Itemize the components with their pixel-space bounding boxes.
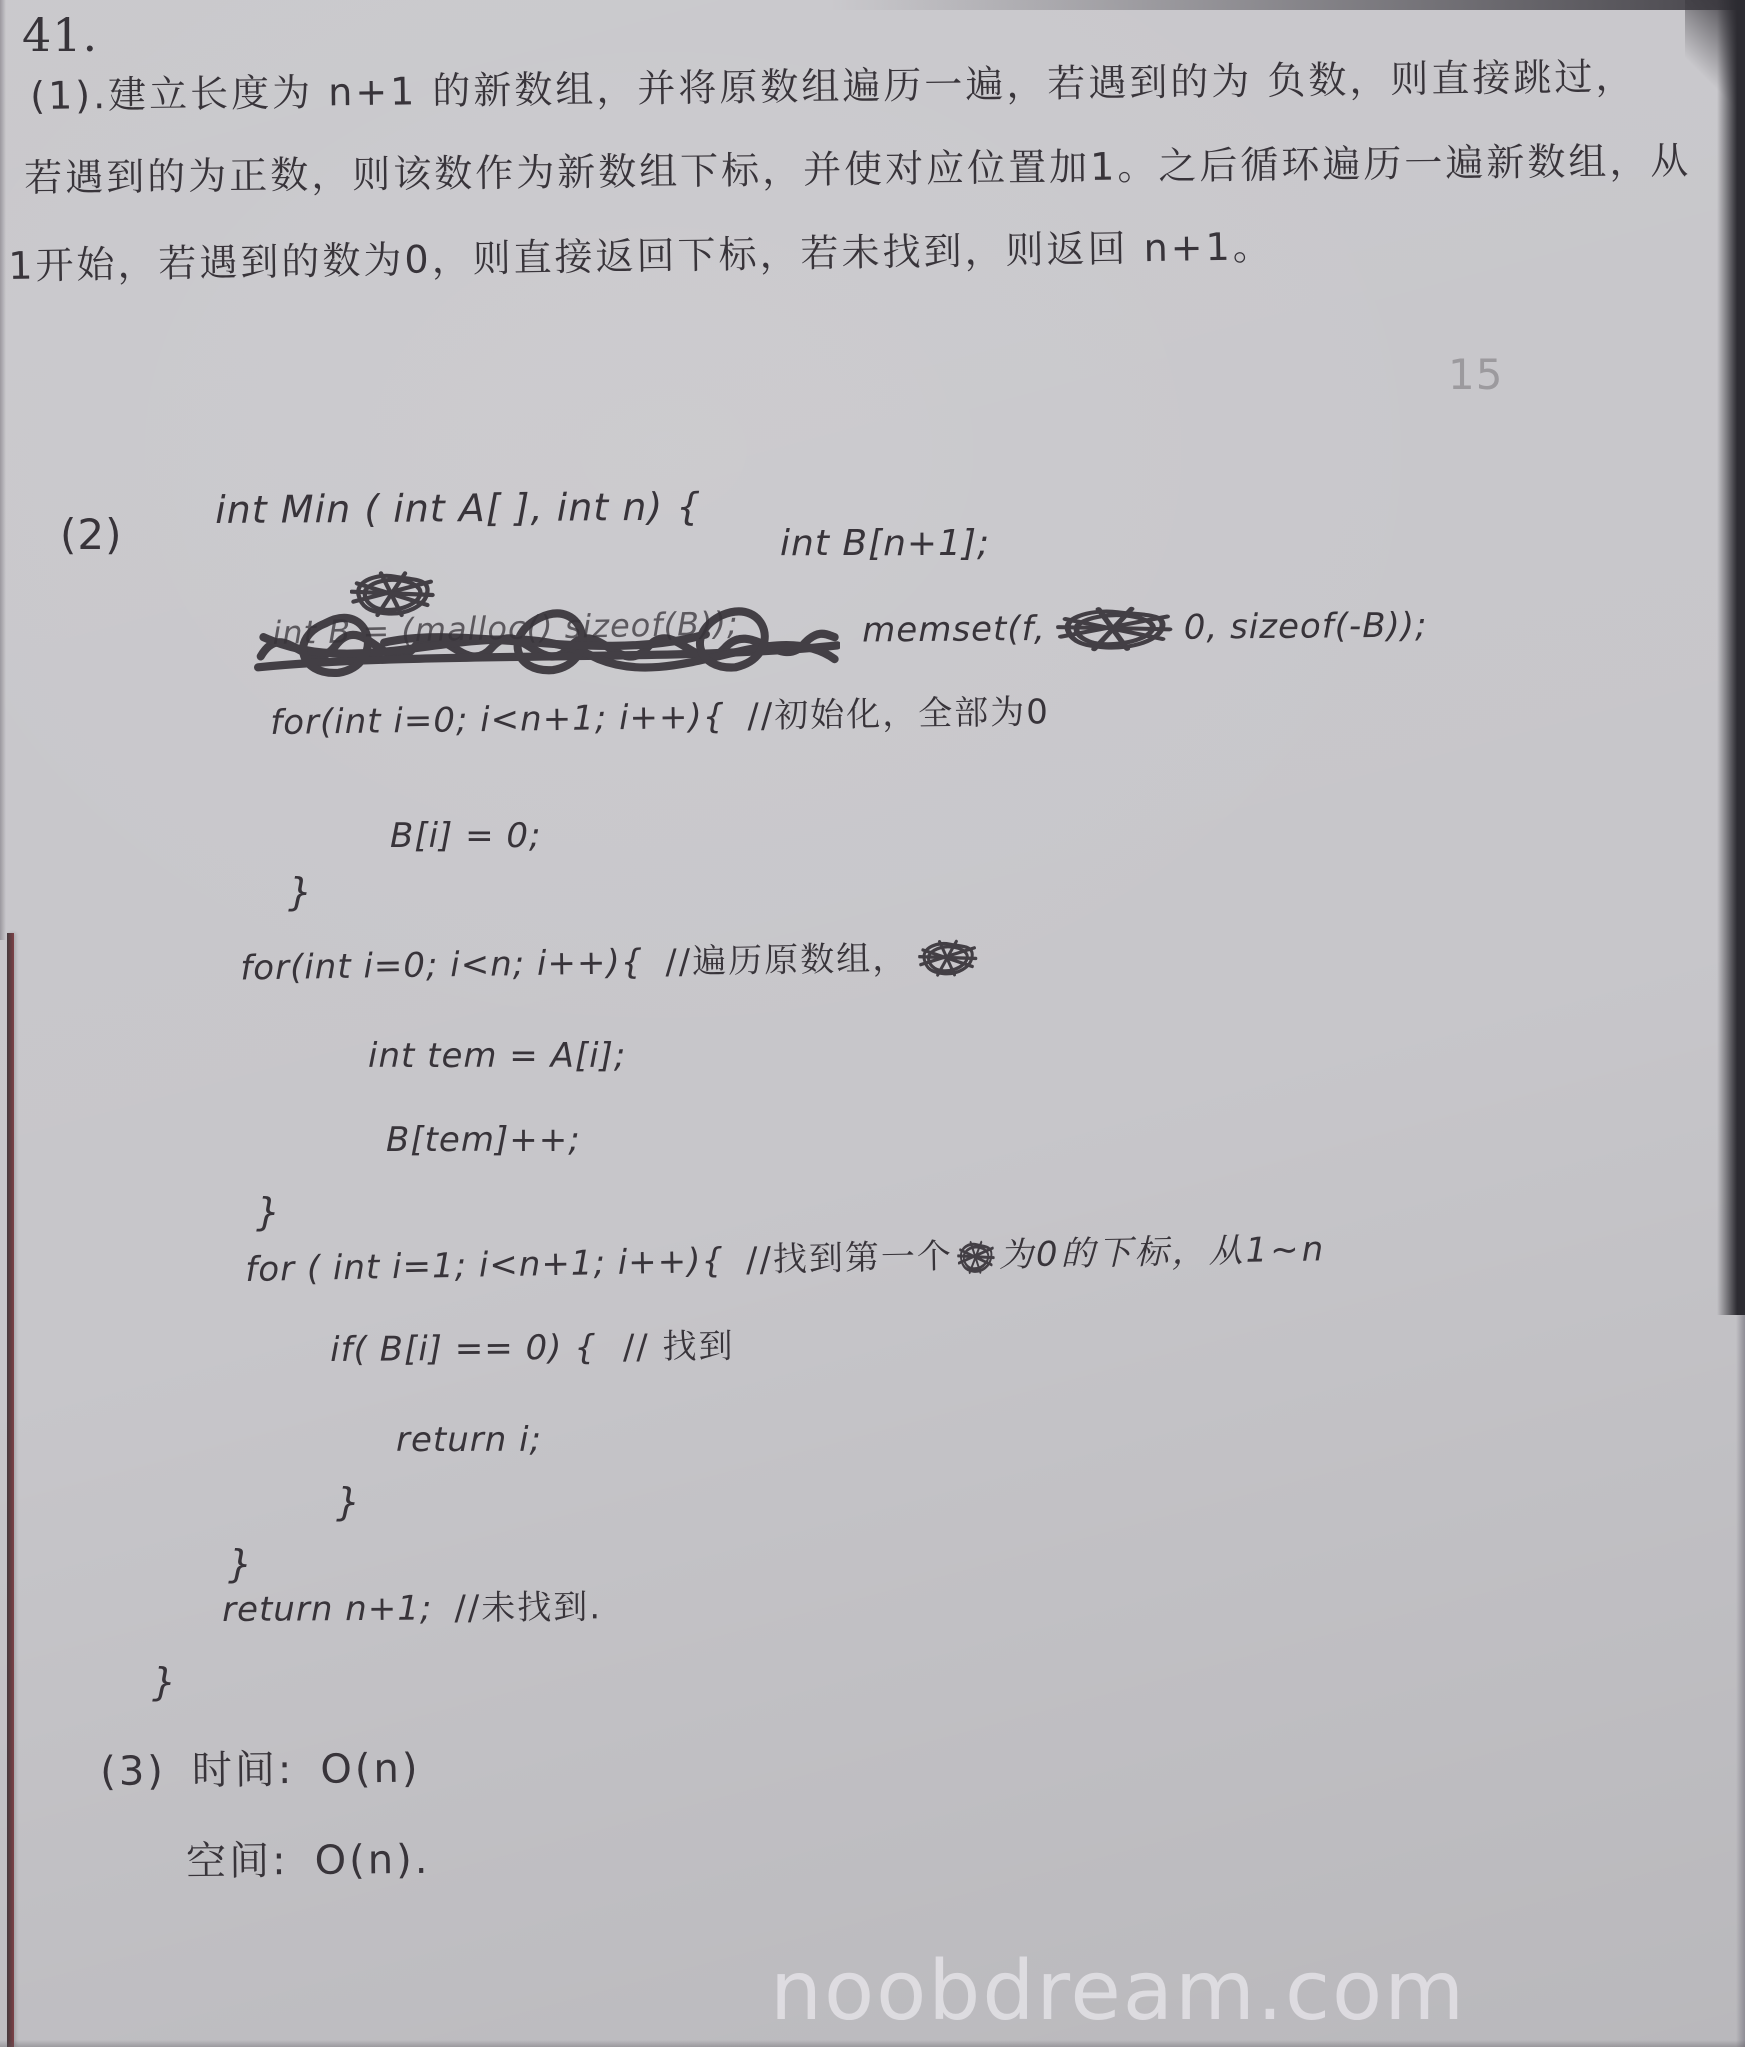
part3-space-value: O(n).: [314, 1836, 431, 1884]
code-for1-comment: //初始化，全部为0: [747, 692, 1051, 737]
code-array-declaration: int B[n+1];: [780, 523, 991, 564]
part3-space-label: 空间:: [185, 1838, 289, 1885]
code-return-i: return i;: [396, 1420, 543, 1460]
code-function-header: int Min ( int A[ ], int n) {: [214, 484, 702, 532]
paper-edge-shadow-right: [1717, 0, 1745, 1315]
part3-time-label: 时间:: [191, 1746, 295, 1795]
code-return-final: return n+1;: [221, 1588, 433, 1630]
code-for3-comment-post: 为0的下标，从1~n: [998, 1229, 1327, 1276]
part2-label: (2): [60, 510, 123, 559]
paper-edge-shadow-bottom: [0, 2040, 1745, 2047]
scribble-after-for2-comment: [918, 938, 979, 979]
code-for1: for(int i=0; i<n+1; i++){: [269, 696, 726, 743]
scribble-strikeout: [250, 596, 840, 692]
code-crossed-out-line: int B = (malloc() sizeof(B));: [271, 604, 740, 652]
notebook-margin-line: [7, 933, 14, 2047]
code-for2-comment: //遍历原数组，: [664, 938, 909, 982]
part3-time-line: [100, 1747, 421, 1794]
scribble-in-for3-comment: [957, 1239, 996, 1276]
part1-text-line-2: 若遇到的为正数，则该数作为新数组下标，并使对应位置加1。之后循环遍历一遍新数组，从: [23, 138, 1692, 200]
code-memset-post: 0, sizeof(-B));: [1183, 605, 1428, 648]
code-return-final-line: [222, 1589, 602, 1629]
code-memset-pre: memset(f,: [862, 608, 1046, 651]
code-close-brace-2: }: [256, 1190, 282, 1234]
paper-edge-shadow-left: [0, 0, 6, 940]
paper-edge-shadow-right-lower: [1736, 1315, 1745, 2047]
code-for3-line: [245, 1231, 1327, 1289]
code-memset-line: [862, 603, 1428, 656]
code-for1-body: B[i] = 0;: [390, 816, 542, 856]
code-for1-line: [270, 694, 1050, 742]
code-for2-line: [240, 938, 989, 990]
code-for3: for ( int i=1; i<n+1; i++){: [244, 1240, 725, 1290]
part1-text-line-3: 1开始，若遇到的数为0，则直接返回下标，若未找到，则返回 n+1。: [7, 224, 1275, 288]
faint-pencil-mark: 15: [1448, 350, 1504, 399]
paper-corner-shadow: [1685, 0, 1745, 130]
code-if: if( B[i] == 0) {: [329, 1327, 598, 1370]
code-return-final-comment: //未找到.: [454, 1587, 603, 1629]
code-for2-body-1: int tem = A[i];: [368, 1036, 627, 1076]
code-for2-body-2: B[tem]++;: [386, 1120, 581, 1160]
code-close-brace-function: }: [152, 1660, 178, 1704]
site-watermark: noobdream.com: [770, 1944, 1467, 2039]
part3-time-value: O(n): [320, 1745, 421, 1793]
code-close-brace-1: }: [288, 870, 314, 914]
question-number: 41.: [22, 8, 99, 62]
code-close-brace-if: }: [336, 1480, 362, 1524]
part3-space-line: [186, 1838, 431, 1884]
part1-text-line-1: (1).建立长度为 n+1 的新数组，并将原数组遍历一遍，若遇到的为 负数，则直接跳过，: [29, 54, 1637, 118]
part3-label: (3): [99, 1748, 167, 1795]
code-if-comment: // 找到: [622, 1326, 735, 1368]
code-if-line: [330, 1328, 735, 1369]
paper-edge-shadow-top: [830, 0, 1745, 10]
code-for3-comment-pre: //找到第一个: [745, 1236, 954, 1281]
scribble-in-memset: [1056, 605, 1174, 654]
code-for2: for(int i=0; i<n; i++){: [239, 942, 644, 989]
code-close-brace-3: }: [228, 1542, 254, 1586]
